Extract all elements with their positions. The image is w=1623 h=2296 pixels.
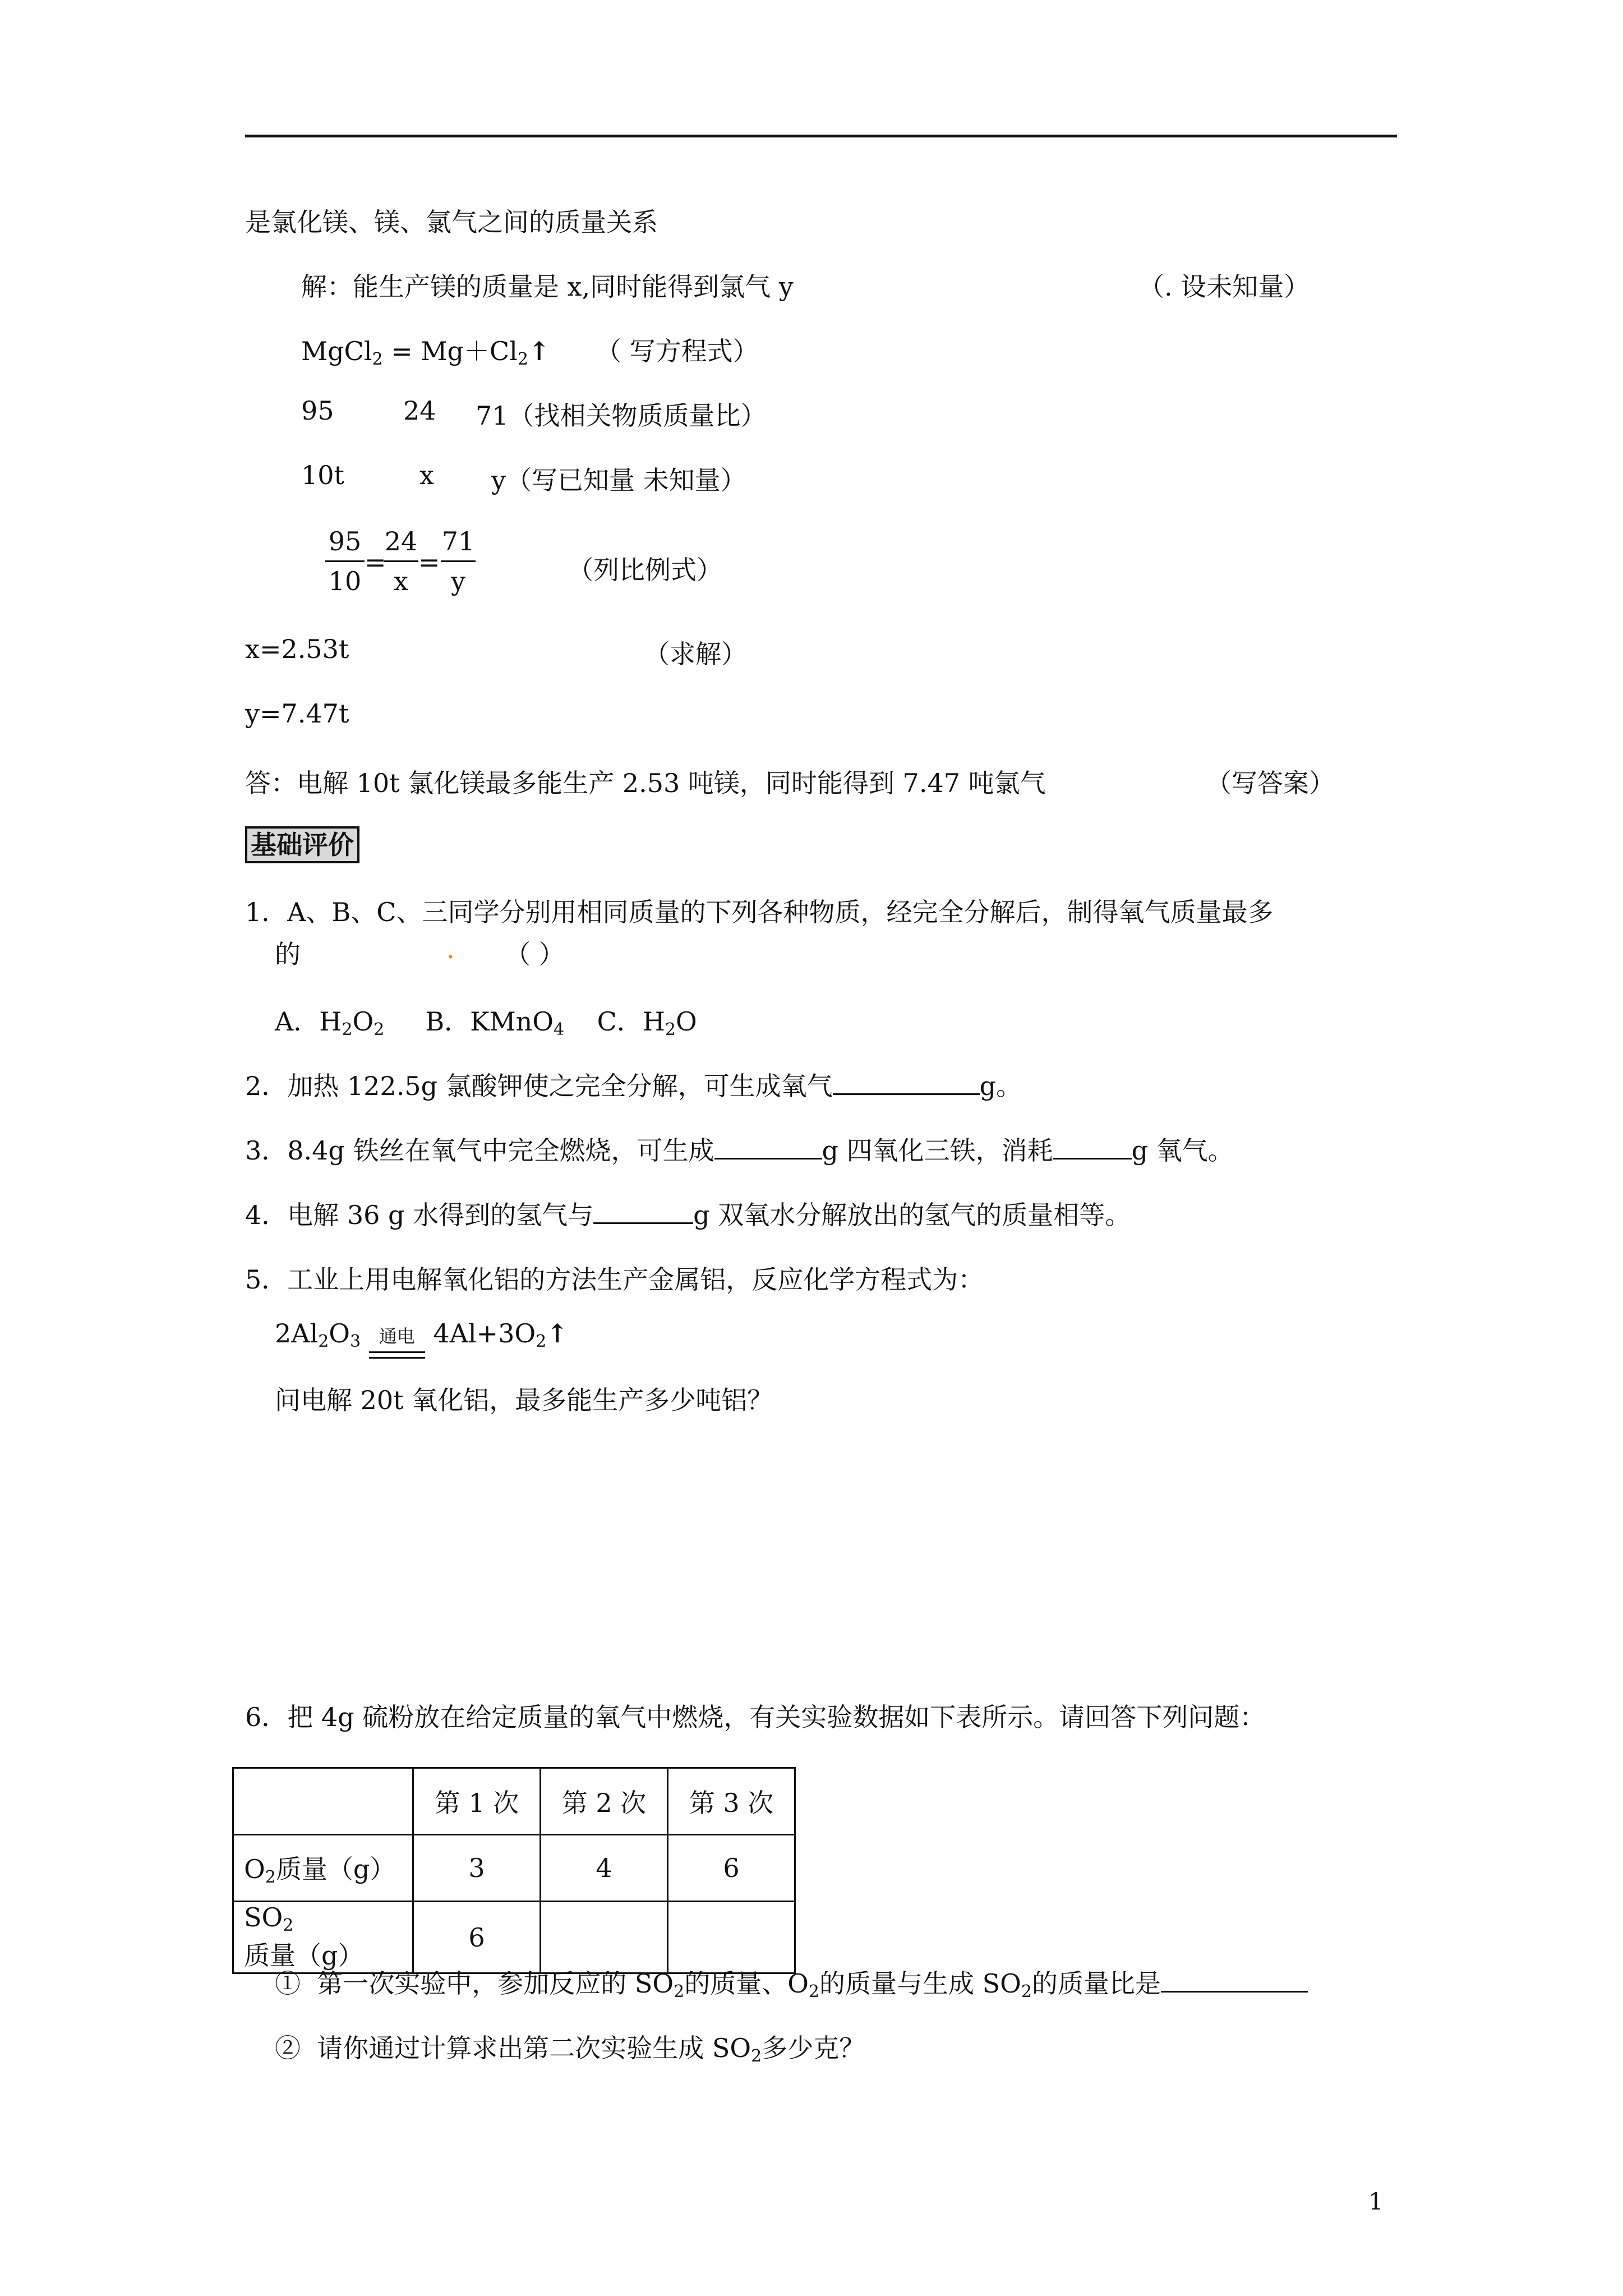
gas-arrow-icon: ↑: [546, 1318, 568, 1349]
fraction-1: 95 10: [325, 524, 365, 598]
question-2: 2．加热 122.5g 氯酸钾使之完全分解，可生成氧气 g。: [245, 1071, 1022, 1101]
question-1-options: [275, 1001, 697, 1039]
question-6-text: 6．把 4g 硫粉放在给定质量的氧气中燃烧，有关实验数据如下表所示。请回答下列问题：: [245, 1702, 1266, 1732]
table-cell: 3: [413, 1835, 541, 1902]
solution-equation: MgCl$_2$ = $Mg+Cl_2↑$: [301, 336, 550, 369]
table-header-cell: 第 2 次: [541, 1768, 668, 1835]
answer-mark: .: [446, 934, 455, 964]
answer-blank[interactable]: [1053, 1135, 1132, 1159]
row-label-so2: $SO_2$质量（g）: [233, 1902, 413, 1973]
known-c: y（写已知量 未知量）: [491, 465, 746, 495]
gas-arrow-icon: ↑: [528, 336, 550, 366]
option-a: A．$H_2O_2$: [275, 1006, 385, 1039]
header-rule: [245, 135, 1397, 137]
page-number: 1: [1368, 2188, 1384, 2215]
question-5-equation: $2Al_2O_3$ 通电 $4Al+3O_2↑$: [275, 1318, 568, 1351]
table-header-cell: [233, 1768, 413, 1835]
table-cell: 6: [668, 1835, 795, 1902]
question-4: 4．电解 36 g 水得到的氢气与 g 双氧水分解放出的氢气的质量相等。: [245, 1200, 1131, 1230]
experiment-table: [232, 1767, 796, 1974]
table-header-cell: 第 1 次: [413, 1768, 541, 1835]
section-title: 基础评价: [245, 825, 359, 862]
table-header-row: [233, 1768, 795, 1835]
question-1-text-cont: 的: [275, 939, 301, 969]
question-5-text: 5．工业上用电解氧化铝的方法生产金属铝，反应化学方程式为：: [245, 1264, 984, 1295]
table-header-cell: 第 3 次: [668, 1768, 795, 1835]
y-value: y=7.47t: [245, 698, 349, 729]
table-cell[interactable]: [668, 1902, 795, 1973]
answer-blank[interactable]: [714, 1135, 822, 1159]
answer-blank[interactable]: [833, 1071, 980, 1095]
equals-1: =: [365, 547, 386, 577]
known-b: x: [419, 460, 434, 490]
row-label-o2: $O_2$质量（g）: [233, 1835, 413, 1902]
solve-note: （求解）: [644, 639, 747, 669]
mass-ratio-b: 24: [403, 395, 436, 426]
table-cell[interactable]: [541, 1902, 668, 1973]
question-1-answer-paren: （ ）: [505, 939, 565, 969]
answer-blank[interactable]: [1161, 1968, 1308, 1993]
fraction-2: 24 x: [384, 526, 418, 596]
question-6-sub-1: ① 第一次实验中，参加反应的 $SO_2$的质量、$O_2$的质量与生成 $SO_2$的质量比是: [275, 1963, 1308, 2001]
answer-note: （写答案）: [1206, 768, 1335, 798]
answer-text: 答：电解 10t 氯化镁最多能生产 2.53 吨镁，同时能得到 7.47 吨氯气: [245, 768, 1046, 798]
question-3: 3．8.4g 铁丝在氧气中完全燃烧，可生成 g 四氧化三铁，消耗 g 氧气。: [245, 1135, 1234, 1166]
solution-step-let: 解：能生产镁的质量是 x,同时能得到氯气 y: [301, 272, 794, 302]
x-value: x=2.53t: [245, 634, 349, 664]
table-row: [233, 1835, 795, 1902]
mass-ratio-c: 71（找相关物质质量比）: [476, 401, 767, 431]
mass-ratio-a: 95: [301, 395, 334, 426]
question-5-question: 问电解 20t 氧化铝，最多能生产多少吨铝？: [275, 1385, 773, 1415]
table-cell: 6: [413, 1902, 541, 1973]
equals-2: =: [418, 547, 440, 577]
proportion-note: （列比例式）: [568, 555, 722, 585]
question-1-text: 1．A、B、C、三同学分别用相同质量的下列各种物质，经完全分解后，制得氧气质量最多: [245, 897, 1274, 927]
option-c: C．$H_2O$: [597, 1006, 697, 1039]
solution-step-let-note: （. 设未知量）: [1138, 272, 1310, 302]
known-a: 10t: [301, 460, 345, 490]
table-row: [233, 1902, 795, 1973]
equation-note: （ 写方程式）: [596, 336, 759, 366]
intro-text: 是氯化镁、镁、氯气之间的质量关系: [245, 207, 658, 237]
electrolysis-condition: 通电: [369, 1322, 425, 1348]
table-cell: 4: [541, 1835, 668, 1902]
fraction-3: 71 y: [441, 526, 475, 596]
answer-blank[interactable]: [593, 1200, 693, 1224]
question-6-sub-2: ② 请你通过计算求出第二次实验生成 $SO_2$多少克？: [275, 2033, 865, 2066]
option-b: B．KMnO$_4$: [425, 1006, 565, 1039]
